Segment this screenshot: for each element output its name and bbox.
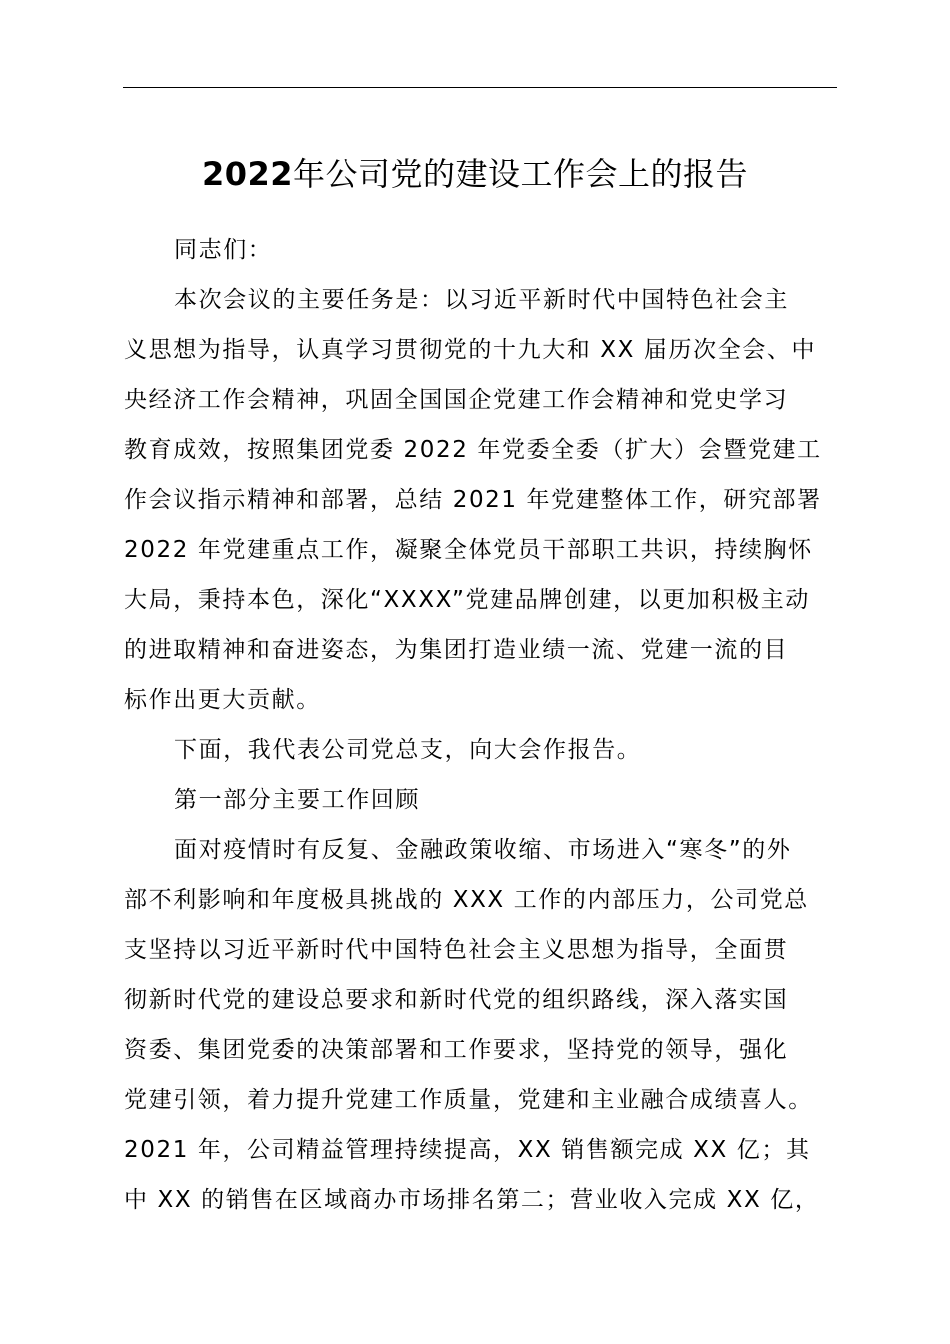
paragraph-line: 支坚持以习近平新时代中国特色社会主义思想为指导，全面贯 [124,937,789,963]
paragraph-line: 义思想为指导，认真学习贯彻党的十九大和 XX 届历次全会、中 [124,337,817,363]
paragraph-line: 面对疫情时有反复、金融政策收缩、市场进入“寒冬”的外 [174,837,792,863]
paragraph-line: 下面，我代表公司党总支，向大会作报告。 [174,737,642,763]
header-rule [123,87,837,88]
paragraph-line: 的进取精神和奋进姿态，为集团打造业绩一流、党建一流的目 [124,637,789,663]
paragraph-line: 教育成效，按照集团党委 2022 年党委全委（扩大）会暨党建工 [124,437,822,463]
paragraph-line: 部不利影响和年度极具挑战的 XXX 工作的内部压力，公司党总 [124,887,809,913]
title-text: 年公司党的建设工作会上的报告 [293,155,749,193]
document-title [0,148,950,200]
paragraph-line: 彻新时代党的建设总要求和新时代党的组织路线，深入落实国 [124,987,789,1013]
paragraph-line: 作会议指示精神和部署，总结 2021 年党建整体工作，研究部署 [124,487,822,513]
paragraph-line: 标作出更大贡献。 [124,687,321,713]
paragraph-line: 中 XX 的销售在区域商办市场排名第二；营业收入完成 XX 亿， [124,1187,820,1213]
paragraph-line: 资委、集团党委的决策部署和工作要求，坚持党的领导，强化 [124,1037,789,1063]
paragraph-line: 大局，秉持本色，深化“XXXX”党建品牌创建，以更加积极主动 [124,587,810,613]
paragraph-line: 党建引领，着力提升党建工作质量，党建和主业融合成绩喜人。 [124,1087,813,1113]
paragraph-line: 2022 年党建重点工作，凝聚全体党员干部职工共识，持续胸怀 [124,537,813,563]
document-body [124,225,844,1225]
paragraph-line: 2021 年，公司精益管理持续提高，XX 销售额完成 XX 亿；其 [124,1137,811,1163]
paragraph-line: 央经济工作会精神，巩固全国国企党建工作会精神和党史学习 [124,387,789,413]
paragraph-line: 本次会议的主要任务是：以习近平新时代中国特色社会主 [174,287,789,313]
section-heading: 第一部分主要工作回顾 [174,787,420,813]
salutation: 同志们： [174,237,273,263]
title-year: 2022 [201,155,294,193]
